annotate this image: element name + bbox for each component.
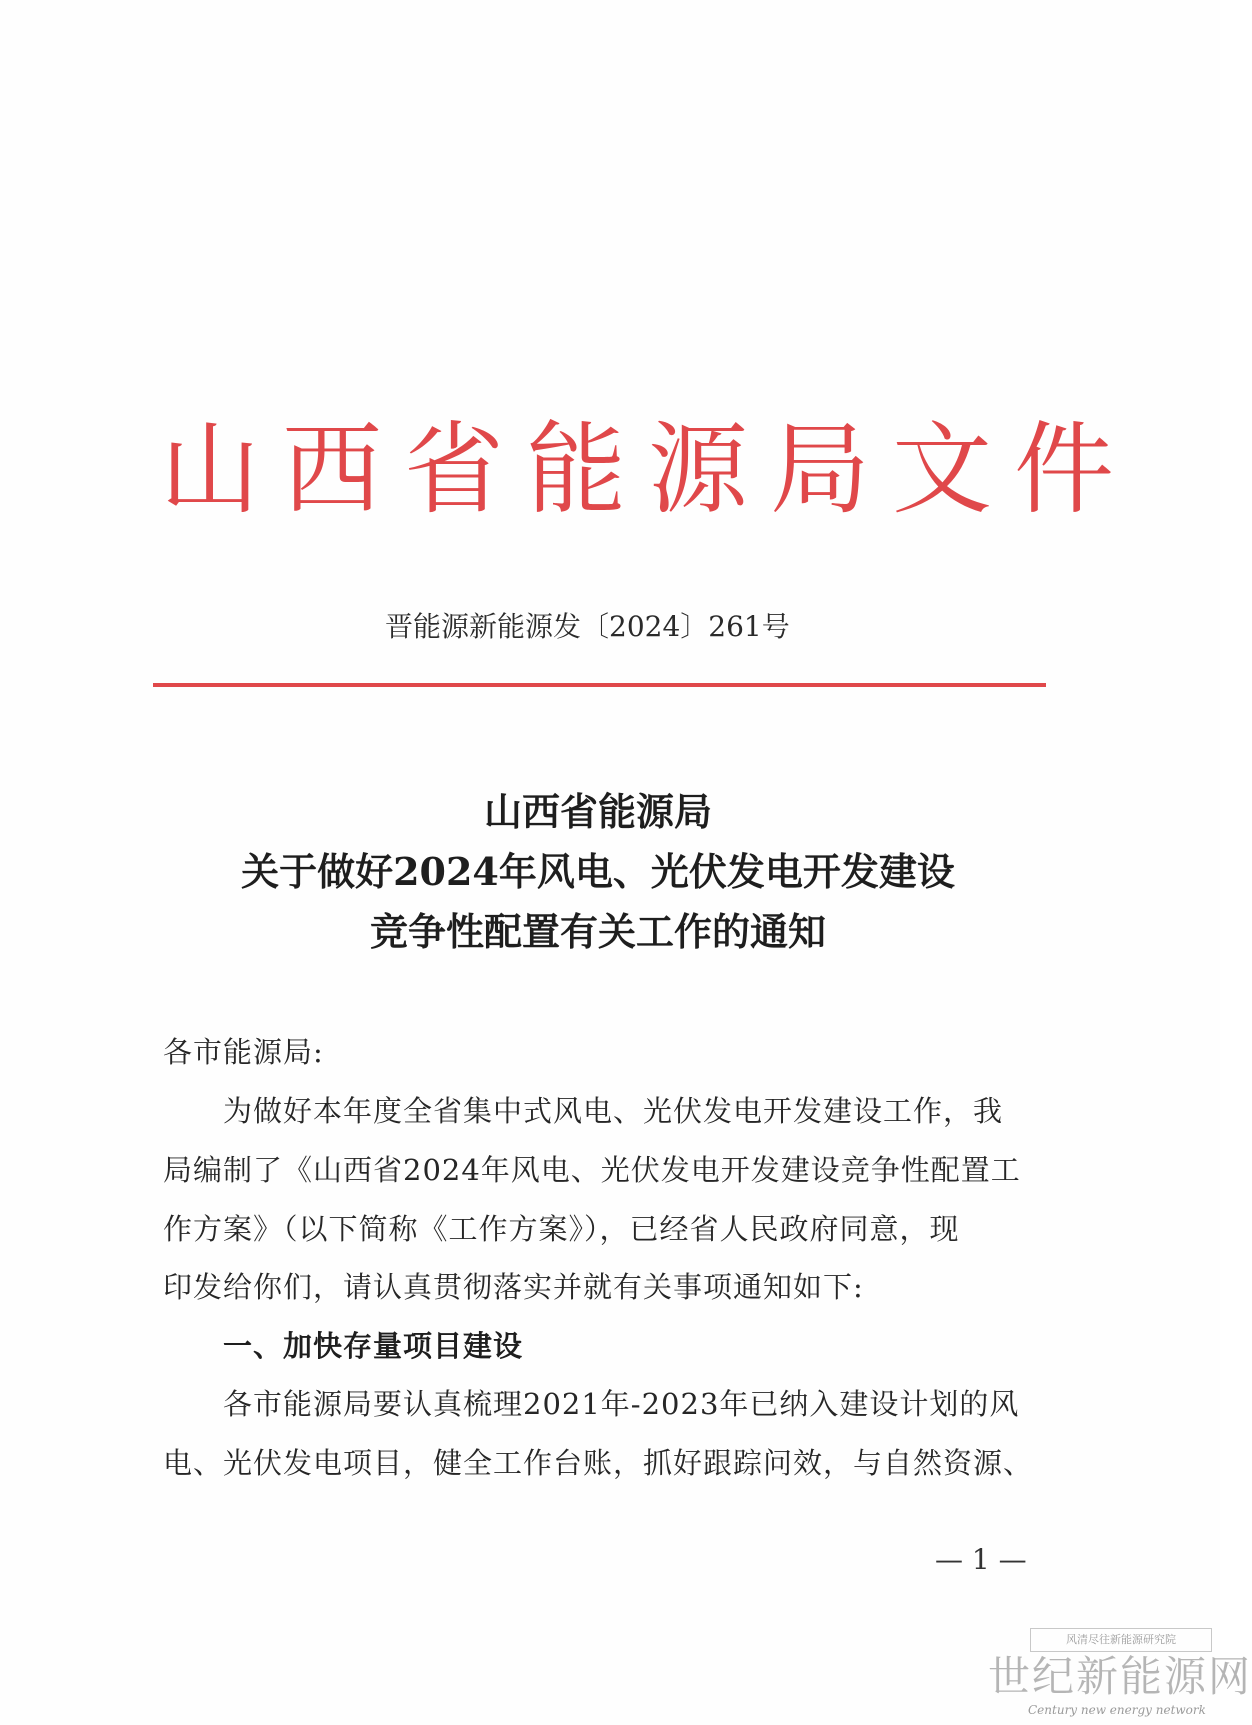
watermark-main-text: 世纪新能源网 — [988, 1652, 1252, 1701]
paragraph-1-line-4: 印发给你们，请认真贯彻落实并就有关事项通知如下: — [163, 1270, 864, 1304]
title-line-2: 关于做好2024年风电、光伏发电开发建设 — [241, 849, 955, 894]
paragraph-1-line-1: 为做好本年度全省集中式风电、光伏发电开发建设工作，我 — [163, 1094, 1004, 1128]
watermark-top-text: 风清尽往新能源研究院 — [1030, 1628, 1212, 1652]
notice-title — [150, 782, 1046, 962]
paragraph-1-line-2: 局编制了《山西省2024年风电、光伏发电开发建设竞争性配置工 — [163, 1153, 1021, 1187]
watermark-sub-text: Century new energy network — [1028, 1703, 1206, 1717]
section-heading-1: 一、加快存量项目建设 — [163, 1329, 524, 1363]
site-watermark — [988, 1628, 1252, 1722]
title-line-1: 山西省能源局 — [483, 789, 712, 834]
masthead-title: 山西省能源局文件 — [160, 411, 1136, 528]
red-divider-line — [153, 683, 1046, 687]
title-line-3: 竞争性配置有关工作的通知 — [369, 909, 826, 954]
document-number: 晋能源新能源发〔2024〕261号 — [385, 610, 790, 643]
salutation: 各市能源局: — [163, 1035, 324, 1069]
page-number: — 1 — — [935, 1543, 1027, 1576]
paragraph-2-line-1: 各市能源局要认真梳理2021年-2023年已纳入建设计划的风 — [163, 1387, 1020, 1421]
paragraph-2-line-2: 电、光伏发电项目，健全工作台账，抓好跟踪问效，与自然资源、 — [163, 1446, 1034, 1480]
paragraph-1-line-3: 作方案》（以下简称《工作方案》），已经省人民政府同意，现 — [163, 1212, 960, 1246]
